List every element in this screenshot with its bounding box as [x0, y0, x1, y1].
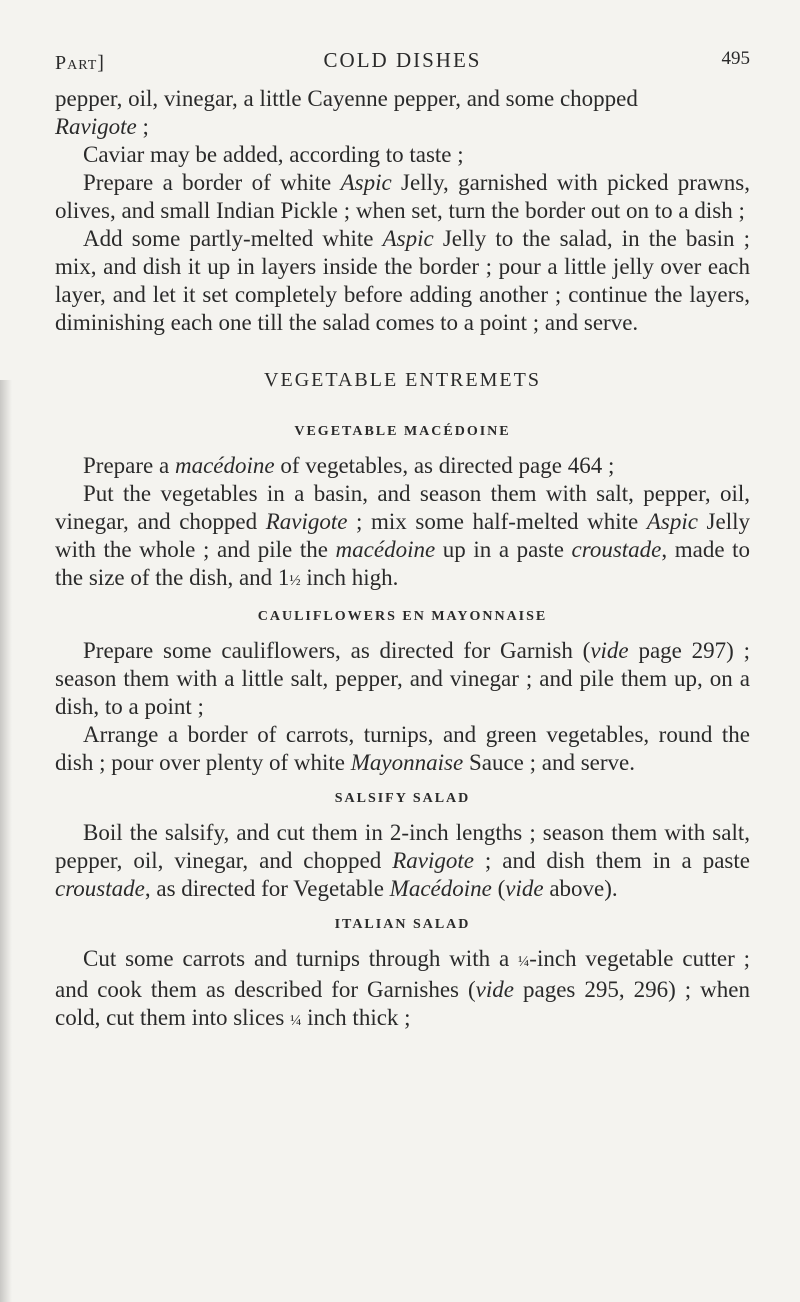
recipe-heading-macedoine: VEGETABLE MACÉDOINE [294, 424, 511, 439]
chapter-title: COLD DISHES [323, 48, 482, 72]
recipe-paragraph: Prepare some cauliflowers, as directed for Garnish (vide page 297) ; season them with a little salt, pepper, and vinegar ; and pile them up, on a dish, to a point ; [55, 638, 751, 719]
part-label: Part] [55, 52, 105, 74]
running-header [55, 48, 750, 78]
section-heading: VEGETABLE ENTREMETS [264, 369, 541, 391]
intro-paragraph-4: Add some partly-melted white Aspic Jelly to the salad, in the basin ; mix, and dish it up in layers inside the border ; pour a little jelly over each layer, and let it set completely before adding another ; continue the layers, diminishing each one till the salad comes to a point ; and serve. [55, 226, 750, 335]
recipe-heading-salsify: SALSIFY SALAD [334, 791, 471, 806]
recipe-paragraph: Prepare a macédoine of vegetables, as directed page 464 ; [83, 453, 615, 478]
intro-paragraph-2: Caviar may be added, according to taste ; [83, 142, 464, 167]
recipe-paragraph: Cut some carrots and turnips through with a ¼-inch vegetable cutter ; and cook them as described for Garnishes (vide pages 295, 296) ; when cold, cut them into slices ¼ inch thick ; [55, 946, 750, 1030]
recipe-heading-cauliflowers: CAULIFLOWERS EN MAYONNAISE [257, 609, 548, 624]
recipe-paragraph: Arrange a border of carrots, turnips, and green vegetables, round the dish ; pour over plenty of white Mayonnaise Sauce ; and serve. [55, 722, 750, 775]
page-body [55, 85, 750, 1035]
page-number: 495 [721, 48, 750, 69]
recipe-heading-italian: ITALIAN SALAD [334, 917, 471, 932]
recipe-paragraph: Put the vegetables in a basin, and season them with salt, pepper, oil, vinegar, and chopped Ravigote ; mix some half-melted white Aspic Jelly with the whole ; and pile the macédoine up in a paste croustade, made to the size of the dish, and 1½ inch high. [55, 481, 751, 590]
intro-paragraph-3: Prepare a border of white Aspic Jelly, garnished with picked prawns, olives, and small Indian Pickle ; when set, turn the border out on to a dish ; [55, 170, 750, 223]
binding-shadow [0, 380, 12, 1302]
intro-paragraph-1: pepper, oil, vinegar, a little Cayenne pepper, and some chopped Ravigote ; [55, 86, 638, 139]
recipe-paragraph: Boil the salsify, and cut them in 2-inch lengths ; season them with salt, pepper, oil, vinegar, and chopped Ravigote ; and dish them in a paste croustade, as directed for Vegetable Macédoine (vide above). [55, 820, 750, 901]
